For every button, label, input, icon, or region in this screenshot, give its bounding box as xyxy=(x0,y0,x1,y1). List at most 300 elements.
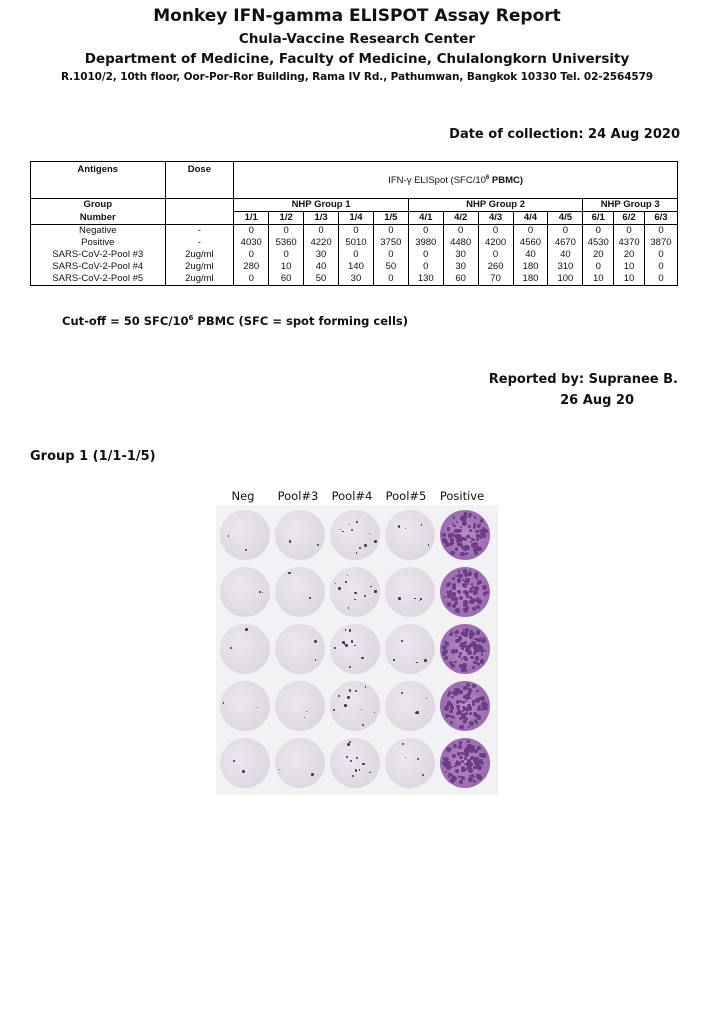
spot xyxy=(453,525,455,527)
plate-column-label: Positive xyxy=(439,489,485,503)
spot xyxy=(473,652,475,654)
spot xyxy=(355,769,358,772)
spot xyxy=(447,694,450,697)
spot xyxy=(351,640,354,643)
spot xyxy=(349,666,351,668)
sfc-value-cell: 0 xyxy=(644,261,677,273)
spot xyxy=(424,659,427,662)
spot xyxy=(340,529,341,530)
sfc-value-cell: 30 xyxy=(443,261,478,273)
animal-number: 4/3 xyxy=(478,212,513,225)
spot xyxy=(472,599,475,602)
sfc-value-cell: 4560 xyxy=(513,237,548,249)
spot xyxy=(469,596,472,599)
spot xyxy=(480,696,485,701)
sfc-value-cell: 0 xyxy=(339,249,374,261)
spot xyxy=(421,524,422,525)
sfc-value-cell: 40 xyxy=(548,249,583,261)
spot xyxy=(361,657,363,659)
spot xyxy=(349,741,351,743)
animal-number: 4/4 xyxy=(513,212,548,225)
spot xyxy=(471,543,476,548)
group-3-header: NHP Group 3 xyxy=(583,199,678,212)
spot xyxy=(451,696,453,698)
spot xyxy=(447,702,449,704)
sfc-value-cell: 310 xyxy=(548,261,583,273)
spot xyxy=(461,658,463,660)
spot xyxy=(475,698,480,703)
sfc-value-cell: 0 xyxy=(644,249,677,261)
spot xyxy=(347,575,348,576)
spot xyxy=(348,607,349,608)
spot xyxy=(479,536,482,539)
sfc-value-cell: 10 xyxy=(614,273,645,286)
animal-number: 1/5 xyxy=(373,212,408,225)
spot xyxy=(453,744,457,748)
spot xyxy=(405,757,406,758)
animal-number: 1/2 xyxy=(269,212,304,225)
spot xyxy=(345,644,348,647)
spot xyxy=(349,524,350,525)
antigen-cell: Negative xyxy=(31,225,166,238)
spot xyxy=(311,773,314,776)
sfc-value-cell: 20 xyxy=(583,249,614,261)
spot xyxy=(465,606,469,610)
sfc-value-cell: 60 xyxy=(269,273,304,286)
spot xyxy=(473,780,476,783)
spot xyxy=(306,711,307,712)
spot xyxy=(349,629,351,631)
spot xyxy=(477,746,481,750)
spot xyxy=(459,543,463,547)
spot xyxy=(455,547,459,551)
spot xyxy=(467,629,469,631)
well xyxy=(330,624,380,674)
spot xyxy=(467,740,470,743)
spot xyxy=(354,592,357,595)
spot xyxy=(344,704,347,707)
positive-well xyxy=(440,624,490,674)
spot xyxy=(374,540,377,543)
spot xyxy=(466,552,469,555)
spot xyxy=(354,645,356,647)
spot xyxy=(334,647,336,649)
report-title: Monkey IFN-gamma ELISPOT Assay Report xyxy=(153,6,561,26)
spot xyxy=(468,726,470,728)
sfc-value-cell: 0 xyxy=(478,225,513,238)
sfc-value-cell: 0 xyxy=(614,225,645,238)
sfc-value-cell: 180 xyxy=(513,273,548,286)
table-row xyxy=(31,237,678,249)
dose-cell: 2ug/ml xyxy=(165,273,234,286)
sfc-value-cell: 70 xyxy=(478,273,513,286)
spot xyxy=(457,578,461,582)
well xyxy=(385,738,435,788)
well xyxy=(330,510,380,560)
sfc-value-cell: 0 xyxy=(373,249,408,261)
well xyxy=(220,510,270,560)
spot xyxy=(445,771,447,773)
spot xyxy=(459,741,463,745)
spot xyxy=(472,702,476,706)
spot xyxy=(470,749,474,753)
spot xyxy=(449,633,453,637)
sfc-value-cell: 0 xyxy=(644,225,677,238)
sfc-value-cell: 10 xyxy=(583,273,614,286)
spot xyxy=(478,705,481,708)
sfc-value-cell: 0 xyxy=(548,225,583,238)
positive-well xyxy=(440,510,490,560)
spot xyxy=(420,598,421,599)
spot xyxy=(447,593,451,597)
group-label: Group xyxy=(31,199,166,212)
spot xyxy=(475,530,478,533)
spot xyxy=(416,662,418,664)
spot xyxy=(442,533,446,537)
spot xyxy=(485,591,489,595)
sfc-value-cell: 0 xyxy=(373,225,408,238)
sfc-value-cell: 10 xyxy=(269,261,304,273)
sfc-value-cell: 3870 xyxy=(644,237,677,249)
sfc-value-cell: 0 xyxy=(583,225,614,238)
spot xyxy=(478,663,481,666)
spot xyxy=(354,599,356,601)
spot xyxy=(456,521,458,523)
number-label: Number xyxy=(31,212,166,225)
sfc-value-cell: 40 xyxy=(304,261,339,273)
spot xyxy=(359,769,361,771)
spot xyxy=(460,526,463,529)
sfc-value-cell: 0 xyxy=(234,273,269,286)
spot xyxy=(467,650,471,654)
sfc-value-cell: 4670 xyxy=(548,237,583,249)
spot xyxy=(454,693,457,696)
animal-number: 6/3 xyxy=(644,212,677,225)
spot xyxy=(257,707,258,708)
dose-cell: - xyxy=(165,225,234,238)
spot xyxy=(460,752,463,755)
spot xyxy=(465,694,470,699)
well xyxy=(275,510,325,560)
spot xyxy=(356,552,357,553)
spot xyxy=(473,590,478,595)
spot xyxy=(473,525,476,528)
assay-header: IFN-γ ELISpot ($SFC/10^6$ PBMC) xyxy=(234,162,678,199)
spot xyxy=(428,544,429,545)
spot xyxy=(422,774,424,776)
spot xyxy=(473,766,477,770)
spot xyxy=(467,572,472,577)
spot xyxy=(415,712,418,715)
sfc-value-cell: 3750 xyxy=(373,237,408,249)
spot xyxy=(361,709,362,710)
spot xyxy=(374,712,375,713)
spot xyxy=(448,582,451,585)
sfc-value-cell: 20 xyxy=(614,249,645,261)
spot xyxy=(455,769,460,774)
spot xyxy=(426,698,427,699)
spot xyxy=(351,529,353,531)
well xyxy=(330,567,380,617)
sfc-value-cell: 0 xyxy=(269,225,304,238)
spot xyxy=(369,533,370,534)
spot xyxy=(459,756,462,759)
spot xyxy=(472,539,474,541)
sfc-value-cell: 4030 xyxy=(234,237,269,249)
sfc-value-cell: 5360 xyxy=(269,237,304,249)
spot xyxy=(472,666,475,669)
sfc-value-cell: 4530 xyxy=(583,237,614,249)
spot xyxy=(338,587,341,590)
spot xyxy=(443,758,445,760)
spot xyxy=(476,578,478,580)
spot xyxy=(459,691,462,694)
spot xyxy=(461,760,464,763)
spot xyxy=(476,605,480,609)
spot xyxy=(455,649,459,653)
animal-number: 1/3 xyxy=(304,212,339,225)
spot xyxy=(471,632,475,636)
spot xyxy=(242,770,245,773)
spot xyxy=(463,656,466,659)
spot xyxy=(350,760,352,762)
spot xyxy=(445,543,449,547)
dose-header: Dose xyxy=(165,162,234,199)
spot xyxy=(475,656,480,661)
spot xyxy=(364,544,367,547)
spot xyxy=(464,633,468,637)
spot xyxy=(462,710,464,712)
department-name: Department of Medicine, Faculty of Medicine, Chulalongkorn University xyxy=(84,51,630,67)
sfc-value-cell: 10 xyxy=(614,261,645,273)
spot xyxy=(464,512,467,515)
sfc-value-cell: 280 xyxy=(234,261,269,273)
spot xyxy=(450,774,453,777)
spot xyxy=(398,525,401,528)
well xyxy=(330,681,380,731)
spot xyxy=(355,690,357,692)
spot xyxy=(304,717,305,718)
sfc-value-cell: 0 xyxy=(339,225,374,238)
spot xyxy=(479,601,481,603)
sfc-value-cell: 4220 xyxy=(304,237,339,249)
spot xyxy=(454,529,458,533)
sfc-value-cell: 0 xyxy=(269,249,304,261)
sfc-value-cell: 100 xyxy=(548,273,583,286)
spot xyxy=(483,637,485,639)
spot xyxy=(464,585,467,588)
sfc-value-cell: 30 xyxy=(339,273,374,286)
spot xyxy=(245,549,247,551)
sfc-value-cell: 0 xyxy=(304,225,339,238)
spot xyxy=(472,684,476,688)
group-1-header: NHP Group 1 xyxy=(234,199,409,212)
spot xyxy=(317,544,319,546)
spot xyxy=(314,640,317,643)
spot xyxy=(452,754,456,758)
spot xyxy=(476,690,478,692)
spot xyxy=(233,760,235,762)
sfc-value-cell: 40 xyxy=(513,249,548,261)
sfc-value-cell: 0 xyxy=(583,261,614,273)
spot xyxy=(338,695,340,697)
spot xyxy=(454,601,458,605)
group-2-header: NHP Group 2 xyxy=(408,199,583,212)
spot xyxy=(228,535,229,536)
spot xyxy=(454,661,457,664)
spot xyxy=(460,552,465,557)
spot xyxy=(445,714,449,718)
antigen-cell: SARS-CoV-2-Pool #3 xyxy=(31,249,166,261)
spot xyxy=(465,669,467,671)
spot xyxy=(369,772,371,774)
sfc-value-cell: 5010 xyxy=(339,237,374,249)
spot xyxy=(289,540,292,543)
sfc-value-cell: 130 xyxy=(408,273,443,286)
spot xyxy=(480,519,483,522)
animal-number: 4/5 xyxy=(548,212,583,225)
address-line: R.1010/2, 10th floor, Oor-Por-Ror Building, Rama IV Rd., Pathumwan, Bangkok 10330 Tel. 02-2564579 xyxy=(60,71,654,83)
spot xyxy=(476,630,480,634)
spot xyxy=(401,692,403,694)
spot xyxy=(484,587,487,590)
spot xyxy=(459,652,462,655)
spot xyxy=(342,531,343,532)
positive-well xyxy=(440,681,490,731)
group-heading: Group 1 (1/1-1/5) xyxy=(30,449,156,464)
well xyxy=(385,567,435,617)
spot xyxy=(450,662,454,666)
spot xyxy=(474,551,478,555)
animal-number: 4/2 xyxy=(443,212,478,225)
spot xyxy=(444,657,448,661)
animal-number: 6/2 xyxy=(614,212,645,225)
spot xyxy=(450,721,453,724)
plate-column-label: Neg xyxy=(231,489,255,503)
well xyxy=(275,624,325,674)
spot xyxy=(364,595,366,597)
spot xyxy=(468,777,473,782)
well xyxy=(385,510,435,560)
cutoff-note: Cut-off = 50 SFC/$10^6$ PBMC (SFC = spot forming cells) xyxy=(62,314,408,328)
positive-well xyxy=(440,738,490,788)
spot xyxy=(463,602,468,607)
spot xyxy=(461,776,465,780)
sfc-value-cell: 4480 xyxy=(443,237,478,249)
spot xyxy=(447,527,450,530)
spot xyxy=(450,541,454,545)
spot xyxy=(464,538,467,541)
table-row xyxy=(31,273,678,286)
spot xyxy=(450,778,455,783)
spot xyxy=(453,516,456,519)
well xyxy=(275,738,325,788)
sfc-value-cell: 60 xyxy=(443,273,478,286)
sfc-value-cell: 260 xyxy=(478,261,513,273)
well xyxy=(220,567,270,617)
animal-number: 4/1 xyxy=(408,212,443,225)
spot xyxy=(459,780,463,784)
spot xyxy=(459,700,462,703)
sfc-value-cell: 30 xyxy=(304,249,339,261)
spot xyxy=(455,608,460,613)
sfc-value-cell: 50 xyxy=(373,261,408,273)
spot xyxy=(485,707,488,710)
spot xyxy=(470,712,472,714)
spot xyxy=(478,776,482,780)
date-of-collection: Date of collection: 24 Aug 2020 xyxy=(449,127,680,142)
spot xyxy=(452,577,455,580)
well xyxy=(275,567,325,617)
sfc-value-cell: 0 xyxy=(408,261,443,273)
spot xyxy=(370,586,371,587)
well xyxy=(220,738,270,788)
spot xyxy=(463,517,467,521)
spot xyxy=(474,573,478,577)
spot xyxy=(459,725,464,730)
report-date: 26 Aug 20 xyxy=(560,393,634,408)
sfc-value-cell: 3980 xyxy=(408,237,443,249)
plate-column-label: Pool#5 xyxy=(385,489,427,503)
spot xyxy=(466,717,469,720)
well xyxy=(385,681,435,731)
spot xyxy=(333,709,335,711)
plate-column-label: Pool#3 xyxy=(277,489,319,503)
spot xyxy=(356,757,358,759)
spot xyxy=(279,769,280,770)
elispot-plate-image xyxy=(216,505,498,795)
antigen-cell: SARS-CoV-2-Pool #4 xyxy=(31,261,166,273)
antigen-cell: SARS-CoV-2-Pool #5 xyxy=(31,273,166,286)
spot xyxy=(474,516,476,518)
spot xyxy=(447,602,451,606)
spot xyxy=(470,721,473,724)
spot xyxy=(402,743,404,745)
spot xyxy=(455,639,459,643)
spot xyxy=(472,586,475,589)
sfc-value-cell: 0 xyxy=(443,225,478,238)
spot xyxy=(451,766,453,768)
spot xyxy=(450,551,454,555)
spot xyxy=(356,521,358,523)
spot xyxy=(475,714,479,718)
table-row xyxy=(31,249,678,261)
sfc-value-cell: 30 xyxy=(443,249,478,261)
animal-number: 1/1 xyxy=(234,212,269,225)
spot xyxy=(458,745,462,749)
spot xyxy=(315,659,317,661)
table-row xyxy=(31,225,678,238)
spot xyxy=(458,570,460,572)
spot xyxy=(468,525,471,528)
spot xyxy=(288,572,291,575)
spot xyxy=(457,708,460,711)
spot xyxy=(480,659,485,664)
sfc-value-cell: 0 xyxy=(373,273,408,286)
spot xyxy=(230,647,233,650)
sfc-value-cell: 0 xyxy=(478,249,513,261)
spot xyxy=(417,758,419,760)
spot xyxy=(468,516,471,519)
spot xyxy=(478,524,481,527)
spot xyxy=(478,759,482,763)
animal-number: 1/4 xyxy=(339,212,374,225)
spot xyxy=(346,756,348,758)
sfc-value-cell: 0 xyxy=(408,225,443,238)
spot xyxy=(442,647,444,649)
spot xyxy=(362,763,364,765)
sfc-value-cell: 0 xyxy=(408,249,443,261)
